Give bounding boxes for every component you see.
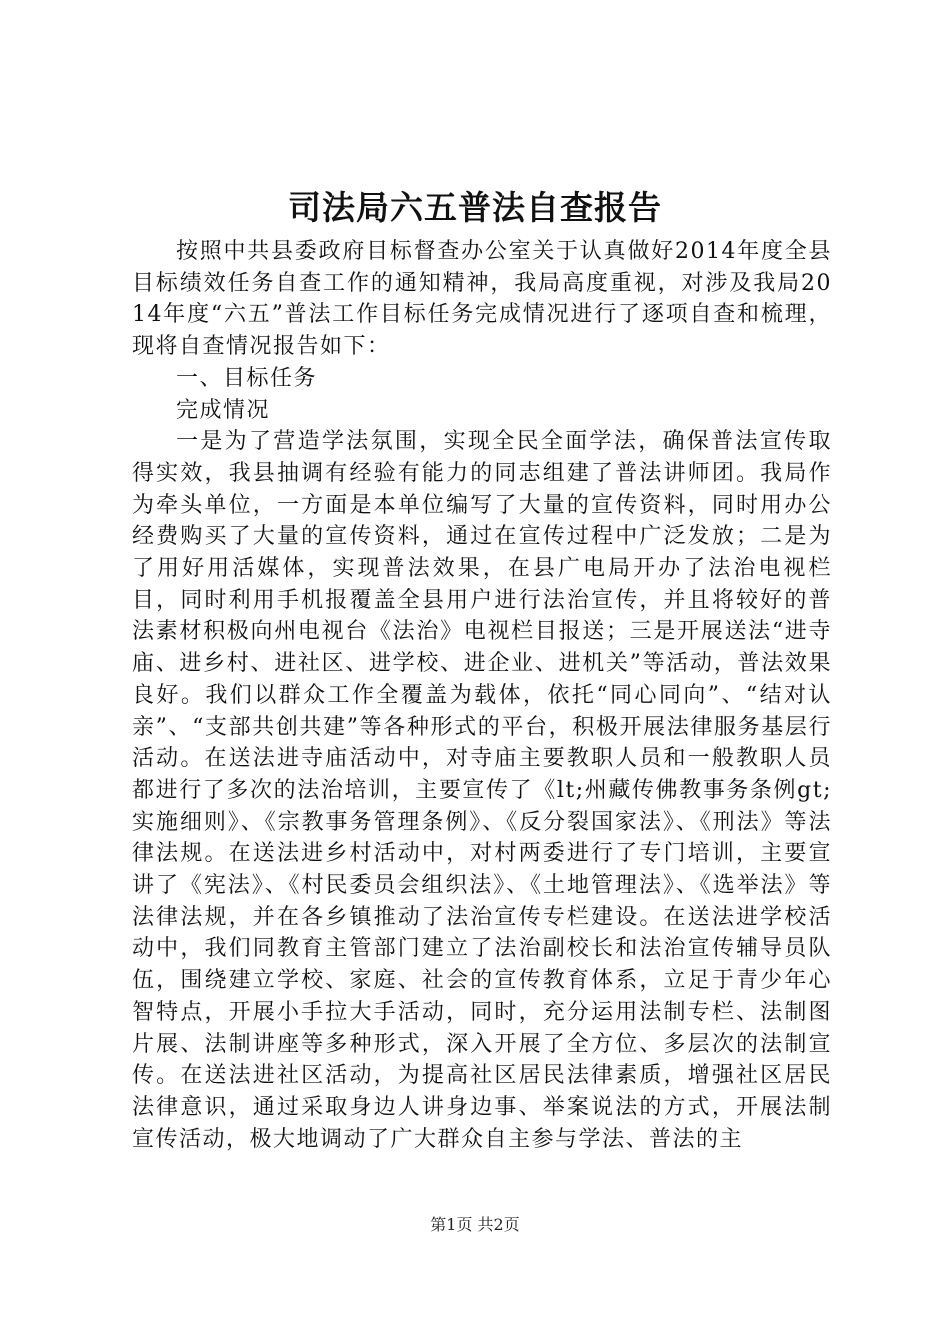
section-heading-goals: 一、目标任务: [176, 365, 318, 391]
document-title: 司法局六五普法自查报告: [288, 188, 662, 227]
paragraph-completion-details: 一是为了营造学法氛围，实现全民全面学法，确保普法宣传取得实效，我县抽调有经验有能力的同志组建了普法讲师团。我局作为牵头单位，一方面是本单位编写了大量的宣传资料，同时用办公经费购买了大量的宣传资料，通过在宣传过程中广泛发放；二是为了用好用活媒体，实现普法效果，在县广电局开办了法治电视栏目，同时利用手机报覆盖全县用户进行法治宣传，并且将较好的普法素材积极向州电视台《法治》电视栏目报送；三是开展送法“进寺庙、进乡村、进社区、进学校、进企业、进机关”等活动，普法效果良好。我们以群众工作全覆盖为载体，依托“同心同向”、“结对认亲”、“支部共创共建”等各种形式的平台，积极开展法律服务基层行活动。在送法进寺庙活动中，对寺庙主要教职人员和一般教职人员都进行了多次的法治培训，主要宣传了《lt;州藏传佛教事务条例gt;实施细则》、《宗教事务管理条例》、《反分裂国家法》、《刑法》等法律法规。在送法进乡村活动中，对村两委进行了专门培训，主要宣讲了《宪法》、《村民委员会组织法》、《土地管理法》、《选举法》等法律法规，并在各乡镇推动了法治宣传专栏建设。在送法进学校活动中，我们同教育主管部门建立了法治副校长和法治宣传辅导员队伍，围绕建立学校、家庭、社会的宣传教育体系，立足于青少年心智特点，开展小手拉大手活动，同时，充分运用法制专栏、法制图片展、法制讲座等多种形式，深入开展了全方位、多层次的法制宣传。在送法进社区活动，为提高社区居民法律素质，增强社区居民法律意识，通过采取身边人讲身边事、举案说法的方式，开展法制宣传活动，极大地调动了广大群众自主参与学法、普法的主: [132, 429, 832, 1152]
page-indicator: 第1页 共2页: [430, 1215, 520, 1234]
paragraph-intro: 按照中共县委政府目标督查办公室关于认真做好2014年度全县目标绩效任务自查工作的通知精神，我局高度重视，对涉及我局2014年度“六五”普法工作目标任务完成情况进行了逐项自查和梳理，现将自查情况报告如下：: [132, 239, 832, 360]
document-body: [132, 236, 832, 1155]
section-heading-completion: 完成情况: [176, 397, 271, 423]
